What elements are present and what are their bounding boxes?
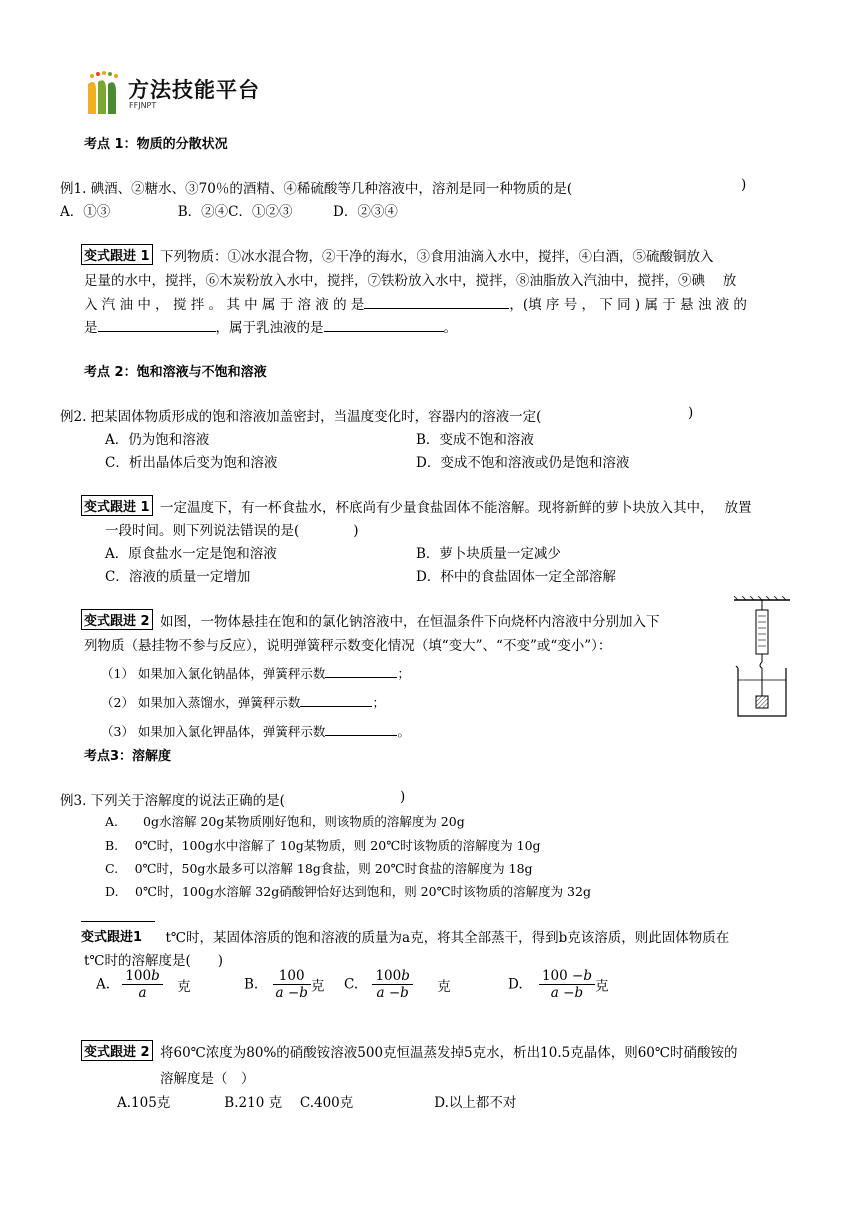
section-title-3: 考点3：溶解度 (84, 749, 172, 764)
variant-5-line-1: 将60℃浓度为80%的硝酸铵溶液500克恒温蒸发掉5克水，析出10.5克晶体，则60℃时硝酸铵的 (160, 1045, 738, 1061)
variant-3-line-1: 如图，一物体悬挂在饱和的氯化钠溶液中，在恒温条件下向烧杯内溶液中分别加入下 (160, 614, 660, 630)
example-3-paren: ) (400, 789, 406, 805)
variant-2-line-1: 一定温度下，有一杯食盐水，杯底尚有少量食盐固体不能溶解。现将新鲜的萝卜块放入其中， 放置 (160, 500, 752, 516)
fraction-option-c: C. $\frac{100b}{a -b}$ 克 (344, 968, 451, 1001)
fraction-option-d: D. $\frac{100 -b}{a -b}$ 克 (508, 968, 609, 1001)
example-2-option-d: D．变成不饱和溶液或仍是饱和溶液 (416, 455, 630, 471)
answer-blank[interactable] (324, 317, 444, 332)
variant-4-line-2: t℃时的溶解度是( ) (84, 953, 224, 969)
variant-3-item-3: （3） 如果加入氯化钾晶体，弹簧秤示数 。 (101, 721, 410, 740)
fraction-option-b: B. $\frac{100}{a -b}$ 克 (244, 968, 325, 1001)
section-title-1: 考点 1：物质的分散状况 (84, 137, 228, 152)
variant-1-line-4: 是 ，属于乳浊液的是 。 (84, 316, 457, 336)
example-3-option-a: A. 0g水溶解 20g某物质刚好饱和，则该物质的溶解度为 20g (105, 814, 465, 829)
spring-scale-beaker-figure (730, 596, 794, 722)
variant-tag-5: 变式跟进 2 (81, 1040, 153, 1061)
example-2-paren: ) (688, 405, 694, 421)
logo-subtitle: FFJNPT (129, 101, 157, 110)
example-2-option-b: B．变成不饱和溶液 (416, 432, 534, 448)
fraction-option-a: A. $\frac{100b}{a}$ 克 (96, 968, 191, 1001)
variant-tag-4: 变式跟进1 (81, 930, 143, 945)
answer-blank[interactable] (325, 663, 397, 678)
example-3-option-d: D. 0℃时，100g水溶解 32g硝酸钾恰好达到饱和，则 20℃时该物质的溶解度为 32g (105, 884, 591, 899)
answer-blank[interactable] (98, 317, 216, 332)
example-3-option-c: C. 0℃时，50g水最多可以溶解 18g食盐，则 20℃时食盐的溶解度为 18g (105, 861, 533, 876)
variant-3-item-2: （2） 如果加入蒸馏水，弹簧秤示数 ； (101, 692, 385, 711)
variant-2-option-b: B．萝卜块质量一定减少 (416, 546, 561, 562)
example-2-option-a: A．仍为饱和溶液 (105, 432, 210, 448)
example-1-options: A．①③ B．②④C．①②③ D．②③④ (60, 204, 398, 220)
variant-tag-1: 变式跟进 1 (81, 244, 153, 265)
variant-2-option-d: D．杯中的食盐固体一定全部溶解 (416, 569, 616, 585)
variant-3-line-2: 列物质（悬挂物不参与反应），说明弹簧秤示数变化情况（填“变大”、“不变”或“变小”）： (84, 638, 612, 654)
answer-blank[interactable] (300, 692, 372, 707)
variant-tag-2: 变式跟进 1 (81, 495, 153, 516)
variant-3-item-1: （1） 如果加入氯化钠晶体，弹簧秤示数 ； (101, 663, 410, 682)
section-title-2: 考点 2：饱和溶液与不饱和溶液 (84, 365, 267, 380)
variant-1-line-2: 足量的水中，搅拌，⑥木炭粉放入水中，搅拌，⑦铁粉放入水中，搅拌，⑧油脂放入汽油中，搅拌，⑨碘 放 (84, 273, 737, 289)
example-3-option-b: B. 0℃时，100g水中溶解了 10g某物质，则 20℃时该物质的溶解度为 10g (105, 838, 541, 853)
answer-blank[interactable] (364, 294, 509, 309)
example-1-question: 例1. 碘酒、②糖水、③70％的酒精、④稀硫酸等几种溶液中，溶剂是同一种物质的是( (60, 181, 573, 197)
example-3-question: 例3. 下列关于溶解度的说法正确的是( (60, 793, 285, 809)
example-2-question: 例2. 把某固体物质形成的饱和溶液加盖密封，当温度变化时，容器内的溶液一定( (60, 409, 542, 425)
variant-4-line-1: t℃时，某固体溶质的饱和溶液的质量为a克，将其全部蒸干，得到b克该溶质，则此固体物质在 (152, 930, 730, 946)
variant-1-line-1: 下列物质：①冰水混合物，②干净的海水，③食用油滴入水中，搅拌，④白酒，⑤硫酸铜放入 (160, 249, 714, 265)
example-2-option-c: C．析出晶体后变为饱和溶液 (105, 455, 278, 471)
variant-2-option-a: A．原食盐水一定是饱和溶液 (105, 546, 277, 562)
answer-blank[interactable] (325, 721, 397, 736)
variant-2-option-c: C．溶液的质量一定增加 (105, 569, 251, 585)
logo-title: 方法技能平台 (128, 78, 260, 102)
variant-2-line-2: 一段时间。则下列说法错误的是( ) (105, 523, 359, 539)
variant-1-line-3: 入 汽 油 中 ， 搅 拌 。 其 中 属 于 溶 液 的 是 ，(填 序 号 ， 下 同 ) 属 于 悬 浊 液 的 (84, 293, 747, 313)
variant-5-options: A.105克 B.210 克 C.400克 D.以上都不对 (117, 1095, 517, 1111)
variant-5-line-2: 溶解度是（ ） (160, 1071, 255, 1087)
example-1-paren: ) (741, 177, 747, 193)
variant-4-rule (81, 921, 155, 922)
variant-tag-3: 变式跟进 2 (81, 609, 153, 630)
